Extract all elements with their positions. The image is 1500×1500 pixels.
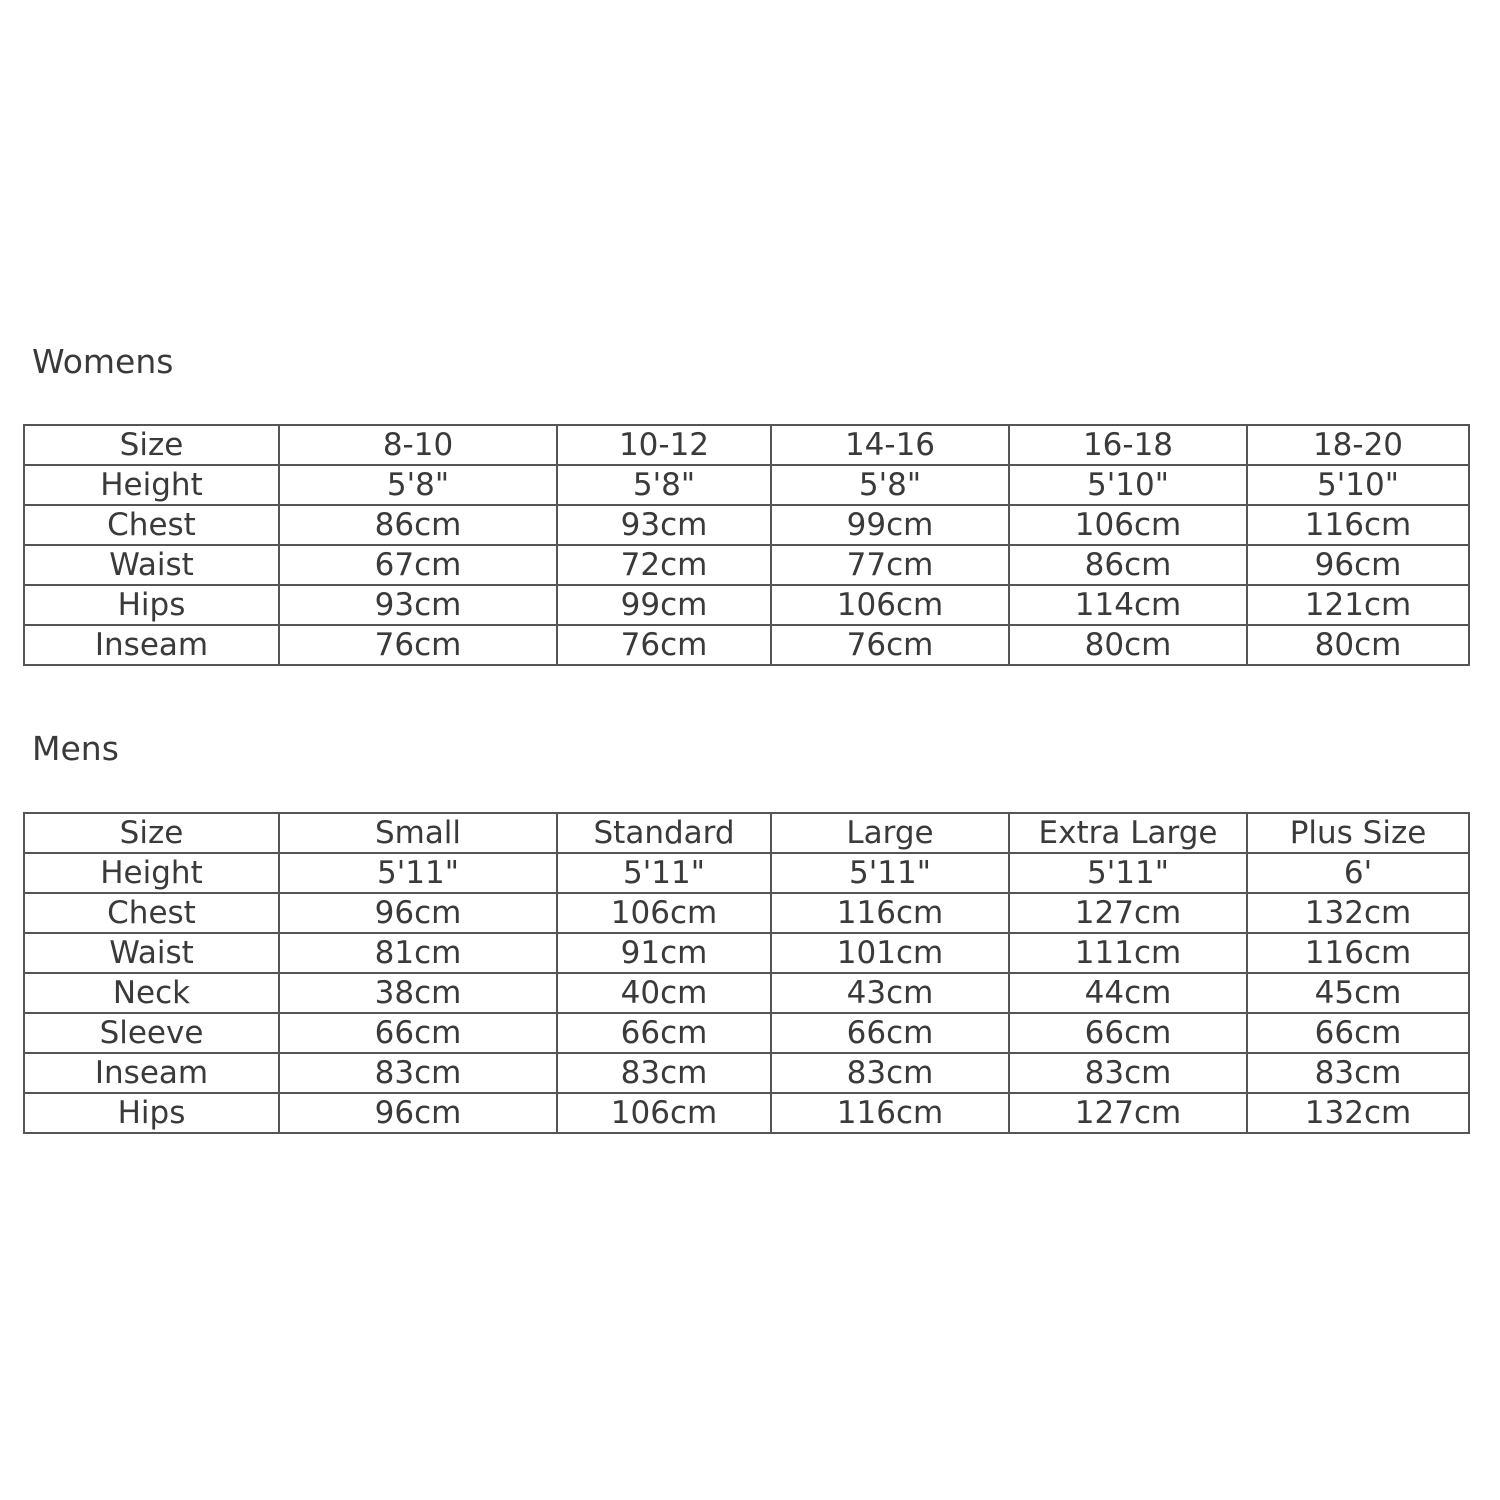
table-cell: 81cm xyxy=(279,933,557,973)
mens-size-table xyxy=(23,812,1470,1134)
table-cell: 80cm xyxy=(1247,625,1469,665)
size-header-cell: 16-18 xyxy=(1009,425,1247,465)
row-label: Inseam xyxy=(24,1053,279,1093)
table-cell: 93cm xyxy=(557,505,771,545)
table-cell: 83cm xyxy=(1247,1053,1469,1093)
table-cell: 127cm xyxy=(1009,893,1247,933)
table-cell: 96cm xyxy=(279,1093,557,1133)
row-label: Hips xyxy=(24,585,279,625)
table-cell: 86cm xyxy=(1009,545,1247,585)
row-label: Chest xyxy=(24,893,279,933)
row-label: Hips xyxy=(24,1093,279,1133)
table-row xyxy=(24,585,1469,625)
table-cell: 116cm xyxy=(771,1093,1009,1133)
size-header-cell: 18-20 xyxy=(1247,425,1469,465)
row-label: Inseam xyxy=(24,625,279,665)
size-header-cell: 8-10 xyxy=(279,425,557,465)
table-cell: 76cm xyxy=(279,625,557,665)
table-row xyxy=(24,893,1469,933)
womens-size-table xyxy=(23,424,1470,666)
table-row xyxy=(24,1053,1469,1093)
table-cell: 5'8" xyxy=(279,465,557,505)
table-cell: 80cm xyxy=(1009,625,1247,665)
table-cell: 67cm xyxy=(279,545,557,585)
row-label: Neck xyxy=(24,973,279,1013)
table-cell: 66cm xyxy=(1009,1013,1247,1053)
womens-section-title: Womens xyxy=(32,342,174,381)
table-cell: 6' xyxy=(1247,853,1469,893)
table-cell: 40cm xyxy=(557,973,771,1013)
table-cell: 72cm xyxy=(557,545,771,585)
table-cell: 77cm xyxy=(771,545,1009,585)
table-row xyxy=(24,813,1469,853)
table-cell: 96cm xyxy=(1247,545,1469,585)
table-cell: 43cm xyxy=(771,973,1009,1013)
size-header-cell: Large xyxy=(771,813,1009,853)
table-cell: 96cm xyxy=(279,893,557,933)
table-cell: 101cm xyxy=(771,933,1009,973)
table-row xyxy=(24,465,1469,505)
table-row xyxy=(24,933,1469,973)
table-cell: 66cm xyxy=(1247,1013,1469,1053)
table-cell: 83cm xyxy=(279,1053,557,1093)
table-cell: 76cm xyxy=(557,625,771,665)
row-label: Height xyxy=(24,465,279,505)
table-row xyxy=(24,545,1469,585)
table-cell: 5'10" xyxy=(1247,465,1469,505)
table-cell: 83cm xyxy=(771,1053,1009,1093)
table-cell: 83cm xyxy=(557,1053,771,1093)
table-cell: 132cm xyxy=(1247,893,1469,933)
table-row xyxy=(24,853,1469,893)
table-cell: 66cm xyxy=(279,1013,557,1053)
table-cell: 5'8" xyxy=(557,465,771,505)
table-cell: 5'10" xyxy=(1009,465,1247,505)
table-cell: 86cm xyxy=(279,505,557,545)
row-label: Chest xyxy=(24,505,279,545)
table-cell: 45cm xyxy=(1247,973,1469,1013)
table-cell: 91cm xyxy=(557,933,771,973)
table-cell: 116cm xyxy=(771,893,1009,933)
table-cell: 106cm xyxy=(1009,505,1247,545)
table-cell: 116cm xyxy=(1247,505,1469,545)
size-header-cell: Extra Large xyxy=(1009,813,1247,853)
size-header-cell: Small xyxy=(279,813,557,853)
table-cell: 106cm xyxy=(771,585,1009,625)
table-cell: 106cm xyxy=(557,893,771,933)
table-cell: 127cm xyxy=(1009,1093,1247,1133)
table-row xyxy=(24,973,1469,1013)
table-row xyxy=(24,1013,1469,1053)
table-cell: 114cm xyxy=(1009,585,1247,625)
table-cell: 5'11" xyxy=(1009,853,1247,893)
table-cell: 99cm xyxy=(771,505,1009,545)
row-label: Waist xyxy=(24,933,279,973)
table-cell: 111cm xyxy=(1009,933,1247,973)
size-header-cell: 14-16 xyxy=(771,425,1009,465)
table-cell: 106cm xyxy=(557,1093,771,1133)
table-cell: 5'8" xyxy=(771,465,1009,505)
table-cell: 132cm xyxy=(1247,1093,1469,1133)
size-header-cell: 10-12 xyxy=(557,425,771,465)
table-cell: 99cm xyxy=(557,585,771,625)
table-cell: 116cm xyxy=(1247,933,1469,973)
table-cell: 38cm xyxy=(279,973,557,1013)
row-label: Waist xyxy=(24,545,279,585)
table-cell: 121cm xyxy=(1247,585,1469,625)
table-cell: 5'11" xyxy=(557,853,771,893)
table-row xyxy=(24,625,1469,665)
table-row xyxy=(24,505,1469,545)
row-label: Height xyxy=(24,853,279,893)
table-cell: 44cm xyxy=(1009,973,1247,1013)
table-cell: 93cm xyxy=(279,585,557,625)
mens-section-title: Mens xyxy=(32,729,119,768)
size-header-cell: Plus Size xyxy=(1247,813,1469,853)
row-label: Sleeve xyxy=(24,1013,279,1053)
row-label: Size xyxy=(24,425,279,465)
table-cell: 5'11" xyxy=(279,853,557,893)
table-cell: 83cm xyxy=(1009,1053,1247,1093)
table-cell: 66cm xyxy=(771,1013,1009,1053)
table-row xyxy=(24,425,1469,465)
size-header-cell: Standard xyxy=(557,813,771,853)
table-cell: 66cm xyxy=(557,1013,771,1053)
table-cell: 76cm xyxy=(771,625,1009,665)
table-cell: 5'11" xyxy=(771,853,1009,893)
table-row xyxy=(24,1093,1469,1133)
row-label: Size xyxy=(24,813,279,853)
